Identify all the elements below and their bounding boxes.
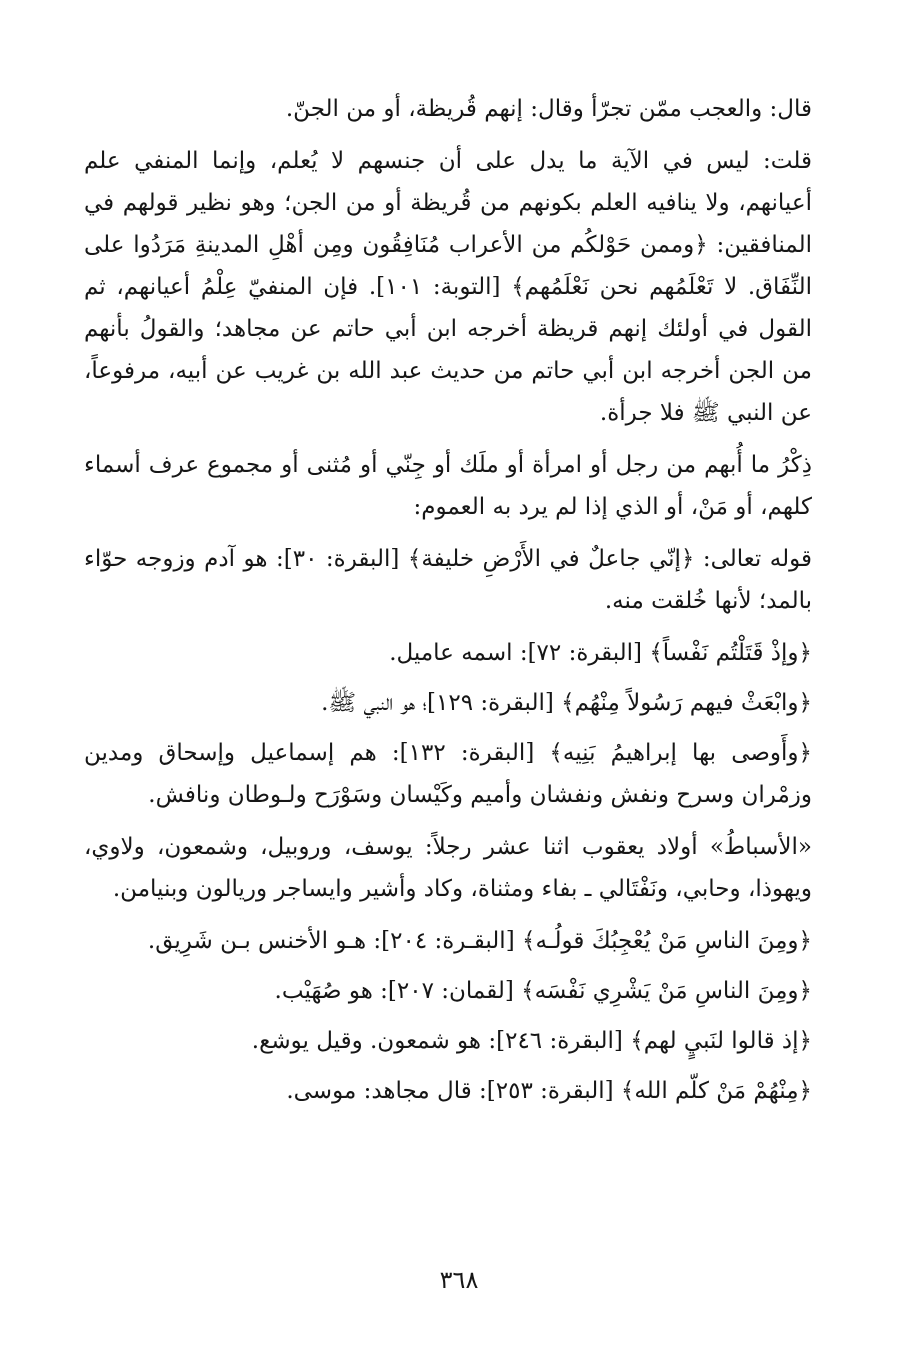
paragraph-amil: ﴿وإذْ قَتَلْتُم نَفْساً﴾ [البقرة: ٧٢]: اسمه عاميل. [389, 640, 812, 666]
paragraph-suhayb: ﴿ومِنَ الناسِ مَنْ يَشْرِي نَفْسَه﴾ [لقمان: ٢٠٧]: هو صُهَيْب. [274, 978, 812, 1004]
paragraph-adam: قوله تعالى: ﴿إنّي جاعلٌ في الأَرْضِ خليفة﴾ [البقرة: ٣٠]: هو آدم وزوجه حوّاء بالمد؛ لأنها خُلقت منه. [84, 546, 812, 614]
page-number: ٣٦٨ [439, 1266, 479, 1294]
paragraph-musa: ﴿مِنْهُمْ مَنْ كلّم الله﴾ [البقرة: ٢٥٣]: قال مجاهد: موسى. [286, 1078, 812, 1104]
page-body [84, 88, 834, 1120]
paragraph-messenger: ﴿وابْعَثْ فيهم رَسُولاً مِنْهُم﴾ [البقرة: ١٢٩]؛ هو النبي ﷺ. [321, 690, 812, 716]
paragraph-ibrahim-sons: ﴿وأَوصى بها إبراهيمُ بَنِيه﴾ [البقرة: ١٣٢]: هم إسماعيل وإسحاق ومدين وزمْران وسرح ونفش ونفشان وأميم وكَيْسان وسَوْرَح ولـوطان ونافش. [84, 740, 812, 808]
paragraph-shamun: ﴿إذ قالوا لنَبيٍ لهم﴾ [البقرة: ٢٤٦]: هو شمعون. وقيل يوشع. [251, 1028, 812, 1054]
paragraph-asbat: «الأسباطُ» أولاد يعقوب اثنا عشر رجلاً: يوسف، وروبيل، وشمعون، ولاوي، ويهوذا، وحابي، ونَفْتَالي ـ بفاء ومثناة، وكاد وأشير وايساجر وريالون وبنيامن. [84, 834, 812, 902]
paragraph-section-heading: ذِكْرُ ما أُبهم من رجل أو امرأة أو ملَك أو جِنّي أو مُثنى أو مجموع عرف أسماء كلهم، أو مَنْ، أو الذي إذا لم يرد به العموم: [84, 452, 812, 520]
paragraph-reply: قلت: ليس في الآية ما يدل على أن جنسهم لا يُعلم، وإنما المنفي علم أعيانهم، ولا ينافيه العلم بكونهم من قُريظة أو من الجن؛ وهو نظير قولهم في المنافقين: ﴿وممن حَوْلكُم من الأعراب مُنَافِقُون ومِن أهْلِ المدينةِ مَرَدُوا على النِّفَاق. لا تَعْلَمُهم نحن نَعْلَمُهم﴾ [التوبة: ١٠١]. فإن المنفيّ عِلْمُ أعيانهم، ثم القول في أولئك إنهم قريظة أخرجه ابن أبي حاتم عن مجاهد؛ والقولُ بأنهم من الجن أخرجه ابن أبي حاتم من حديث عبد الله بن غريب عن أبيه، مرفوعاً، عن النبي ﷺ فلا جرأة. [84, 148, 812, 426]
paragraph-quote-intro: قال: والعجب ممّن تجرّأ وقال: إنهم قُريظة، أو من الجنّ. [285, 96, 812, 122]
paragraph-akhnas: ﴿ومِنَ الناسِ مَنْ يُعْجِبُكَ قولُـه﴾ [البقـرة: ٢٠٤]: هـو الأخنس بـن شَرِيق. [147, 928, 812, 954]
